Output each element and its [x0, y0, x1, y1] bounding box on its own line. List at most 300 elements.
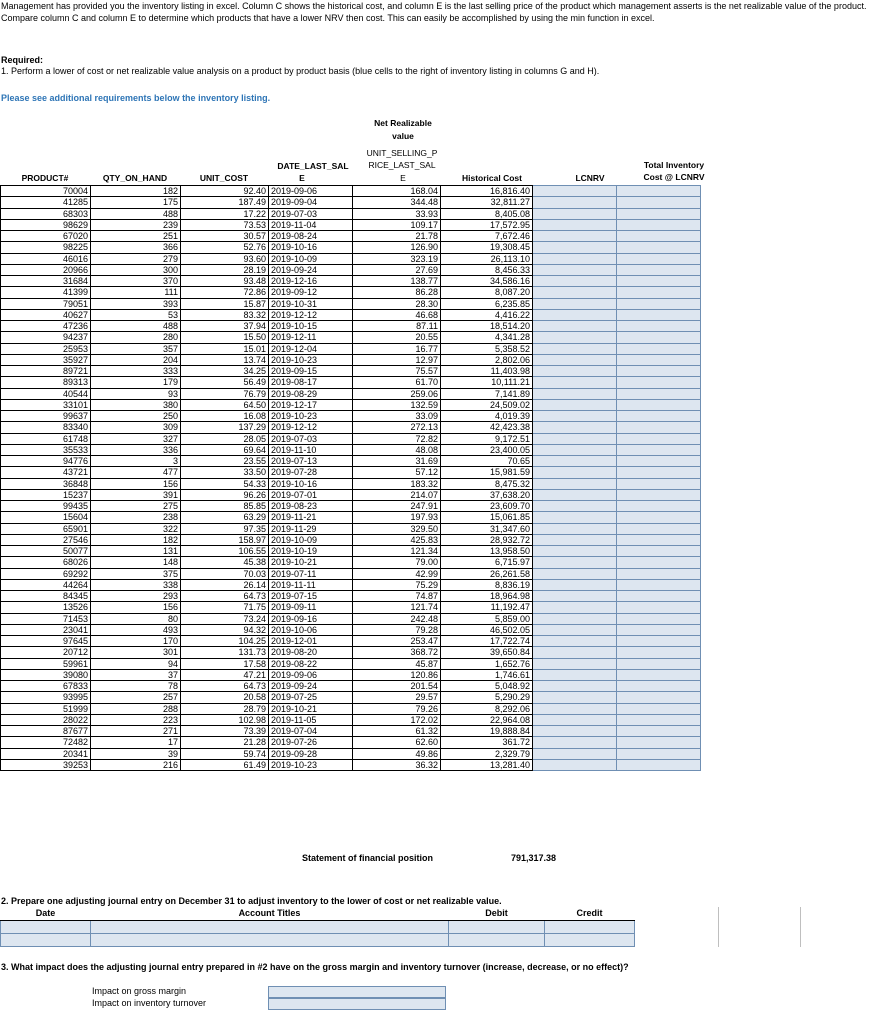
- unit-cost-cell: 76.79: [181, 388, 269, 399]
- total-lcnrv-input-cell[interactable]: [617, 658, 701, 669]
- total-lcnrv-input-cell[interactable]: [617, 681, 701, 692]
- date-cell: 2019-09-11: [269, 602, 353, 613]
- qty-cell: 488: [91, 321, 181, 332]
- table-row: [1, 366, 701, 377]
- nrv-cell: 121.74: [353, 602, 441, 613]
- lcnrv-input-cell[interactable]: [533, 433, 617, 444]
- question-3: 3. What impact does the adjusting journal entry prepared in #2 have on the gross margin and inventory turnover (increase, decrease, or no effect)?: [1, 962, 629, 972]
- product-cell: 33101: [1, 399, 91, 410]
- date-cell: 2019-09-12: [269, 287, 353, 298]
- unit-cost-cell: 92.40: [181, 186, 269, 197]
- unit-cost-cell: 23.55: [181, 456, 269, 467]
- unit-cost-cell: 70.03: [181, 568, 269, 579]
- lcnrv-input-cell[interactable]: [533, 568, 617, 579]
- historical-cost-cell: 4,019.39: [441, 411, 533, 422]
- total-lcnrv-input-cell[interactable]: [617, 264, 701, 275]
- product-cell: 68303: [1, 208, 91, 219]
- historical-cost-cell: 2,802.06: [441, 354, 533, 365]
- total-lcnrv-input-cell[interactable]: [617, 242, 701, 253]
- total-lcnrv-input-cell[interactable]: [617, 669, 701, 680]
- historical-cost-cell: 5,290.29: [441, 692, 533, 703]
- nrv-cell: 61.32: [353, 726, 441, 737]
- date-cell: 2019-10-31: [269, 298, 353, 309]
- total-lcnrv-input-cell[interactable]: [617, 726, 701, 737]
- date-cell: 2019-09-15: [269, 366, 353, 377]
- journal-entry-table: [0, 907, 635, 947]
- total-lcnrv-input-cell[interactable]: [617, 489, 701, 500]
- je-credit-cell-2[interactable]: [545, 933, 635, 946]
- grid-line: [800, 907, 801, 947]
- product-cell: 13526: [1, 602, 91, 613]
- lcnrv-input-cell[interactable]: [533, 748, 617, 759]
- table-row: [1, 647, 701, 658]
- qty-cell: 327: [91, 433, 181, 444]
- table-row: [1, 681, 701, 692]
- qty-cell: 238: [91, 512, 181, 523]
- product-cell: 72482: [1, 737, 91, 748]
- lcnrv-input-cell[interactable]: [533, 287, 617, 298]
- lcnrv-input-cell[interactable]: [533, 602, 617, 613]
- date-cell: 2019-11-21: [269, 512, 353, 523]
- grid-line: [718, 907, 719, 947]
- historical-cost-cell: 15,061.85: [441, 512, 533, 523]
- gross-margin-label: Impact on gross margin: [92, 986, 187, 996]
- product-cell: 36848: [1, 478, 91, 489]
- unit-cost-cell: 26.14: [181, 579, 269, 590]
- total-lcnrv-input-cell[interactable]: [617, 624, 701, 635]
- nrv-cell: 79.26: [353, 703, 441, 714]
- historical-cost-cell: 18,514.20: [441, 321, 533, 332]
- total-lcnrv-input-cell[interactable]: [617, 377, 701, 388]
- total-lcnrv-input-cell[interactable]: [617, 287, 701, 298]
- header-date-line2: E: [299, 173, 305, 183]
- product-cell: 31684: [1, 276, 91, 287]
- date-cell: 2019-09-24: [269, 681, 353, 692]
- table-row: [1, 208, 701, 219]
- nrv-cell: 49.86: [353, 748, 441, 759]
- lcnrv-input-cell[interactable]: [533, 332, 617, 343]
- date-cell: 2019-09-04: [269, 197, 353, 208]
- lcnrv-input-cell[interactable]: [533, 444, 617, 455]
- lcnrv-input-cell[interactable]: [533, 242, 617, 253]
- qty-cell: 148: [91, 557, 181, 568]
- total-lcnrv-input-cell[interactable]: [617, 636, 701, 647]
- total-historical-cost: 791,317.38: [511, 853, 557, 863]
- total-lcnrv-input-cell[interactable]: [617, 534, 701, 545]
- total-lcnrv-input-cell[interactable]: [617, 692, 701, 703]
- table-row: [1, 253, 701, 264]
- product-cell: 41399: [1, 287, 91, 298]
- unit-cost-cell: 131.73: [181, 647, 269, 658]
- qty-cell: 391: [91, 489, 181, 500]
- lcnrv-input-cell[interactable]: [533, 591, 617, 602]
- date-cell: 2019-11-29: [269, 523, 353, 534]
- je-debit-cell-1[interactable]: [449, 920, 545, 933]
- lcnrv-input-cell[interactable]: [533, 377, 617, 388]
- total-lcnrv-input-cell[interactable]: [617, 478, 701, 489]
- lcnrv-input-cell[interactable]: [533, 219, 617, 230]
- total-lcnrv-input-cell[interactable]: [617, 579, 701, 590]
- date-cell: 2019-10-09: [269, 253, 353, 264]
- date-cell: 2019-10-15: [269, 321, 353, 332]
- nrv-cell: 72.82: [353, 433, 441, 444]
- unit-cost-cell: 13.74: [181, 354, 269, 365]
- nrv-cell: 36.32: [353, 759, 441, 770]
- historical-cost-cell: 7,141.89: [441, 388, 533, 399]
- qty-cell: 366: [91, 242, 181, 253]
- unit-cost-cell: 72.86: [181, 287, 269, 298]
- lcnrv-input-cell[interactable]: [533, 726, 617, 737]
- header-total-line2: Cost @ LCNRV: [643, 172, 705, 182]
- date-cell: 2019-11-11: [269, 579, 353, 590]
- lcnrv-input-cell[interactable]: [533, 467, 617, 478]
- product-cell: 50077: [1, 546, 91, 557]
- historical-cost-cell: 15,981.59: [441, 467, 533, 478]
- nrv-cell: 329.50: [353, 523, 441, 534]
- lcnrv-input-cell[interactable]: [533, 456, 617, 467]
- table-row: [1, 377, 701, 388]
- lcnrv-input-cell[interactable]: [533, 624, 617, 635]
- qty-cell: 271: [91, 726, 181, 737]
- historical-cost-cell: 37,638.20: [441, 489, 533, 500]
- table-row: [1, 512, 701, 523]
- total-lcnrv-input-cell[interactable]: [617, 444, 701, 455]
- table-row: [1, 411, 701, 422]
- je-debit-cell-2[interactable]: [449, 933, 545, 946]
- date-cell: 2019-07-03: [269, 208, 353, 219]
- total-lcnrv-input-cell[interactable]: [617, 208, 701, 219]
- total-lcnrv-input-cell[interactable]: [617, 647, 701, 658]
- header-date-line1: DATE_LAST_SAL: [277, 161, 349, 171]
- qty-cell: 111: [91, 287, 181, 298]
- turnover-label: Impact on inventory turnover: [92, 998, 207, 1008]
- historical-cost-cell: 34,586.16: [441, 276, 533, 287]
- total-lcnrv-input-cell[interactable]: [617, 748, 701, 759]
- lcnrv-input-cell[interactable]: [533, 309, 617, 320]
- see-more-note: Please see additional requirements below the inventory listing.: [1, 93, 271, 103]
- unit-cost-cell: 102.98: [181, 714, 269, 725]
- product-cell: 67020: [1, 231, 91, 242]
- total-lcnrv-input-cell[interactable]: [617, 276, 701, 287]
- date-cell: 2019-08-20: [269, 647, 353, 658]
- header-historical-cost: Historical Cost: [462, 173, 522, 183]
- nrv-cell: 121.34: [353, 546, 441, 557]
- product-cell: 15237: [1, 489, 91, 500]
- product-cell: 44264: [1, 579, 91, 590]
- qty-cell: 204: [91, 354, 181, 365]
- qty-cell: 357: [91, 343, 181, 354]
- table-row: [1, 422, 701, 433]
- lcnrv-input-cell[interactable]: [533, 231, 617, 242]
- je-header-credit: Credit: [545, 907, 635, 920]
- total-lcnrv-input-cell[interactable]: [617, 422, 701, 433]
- header-product: PRODUCT#: [21, 173, 69, 183]
- nrv-cell: 259.06: [353, 388, 441, 399]
- total-lcnrv-input-cell[interactable]: [617, 309, 701, 320]
- total-lcnrv-input-cell[interactable]: [617, 714, 701, 725]
- total-lcnrv-input-cell[interactable]: [617, 467, 701, 478]
- total-lcnrv-input-cell[interactable]: [617, 557, 701, 568]
- table-row: [1, 602, 701, 613]
- table-row: [1, 276, 701, 287]
- total-lcnrv-input-cell[interactable]: [617, 737, 701, 748]
- lcnrv-input-cell[interactable]: [533, 388, 617, 399]
- historical-cost-cell: 17,572.95: [441, 219, 533, 230]
- product-cell: 46016: [1, 253, 91, 264]
- unit-cost-cell: 93.60: [181, 253, 269, 264]
- total-lcnrv-input-cell[interactable]: [617, 231, 701, 242]
- header-unit-cost: UNIT_COST: [199, 173, 249, 183]
- lcnrv-input-cell[interactable]: [533, 501, 617, 512]
- qty-cell: 250: [91, 411, 181, 422]
- lcnrv-input-cell[interactable]: [533, 512, 617, 523]
- historical-cost-cell: 46,502.05: [441, 624, 533, 635]
- lcnrv-input-cell[interactable]: [533, 523, 617, 534]
- total-lcnrv-input-cell[interactable]: [617, 568, 701, 579]
- lcnrv-input-cell[interactable]: [533, 703, 617, 714]
- table-row: [1, 613, 701, 624]
- qty-cell: 80: [91, 613, 181, 624]
- lcnrv-input-cell[interactable]: [533, 366, 617, 377]
- historical-cost-cell: 22,964.08: [441, 714, 533, 725]
- lcnrv-input-cell[interactable]: [533, 759, 617, 770]
- nrv-cell: 75.29: [353, 579, 441, 590]
- gross-margin-input[interactable]: [268, 986, 446, 998]
- table-row: [1, 624, 701, 635]
- product-cell: 40627: [1, 309, 91, 320]
- date-cell: 2019-11-05: [269, 714, 353, 725]
- table-row: [1, 591, 701, 602]
- nrv-cell: 27.69: [353, 264, 441, 275]
- unit-cost-cell: 94.32: [181, 624, 269, 635]
- historical-cost-cell: 6,715.97: [441, 557, 533, 568]
- total-lcnrv-input-cell[interactable]: [617, 399, 701, 410]
- historical-cost-cell: 42,423.38: [441, 422, 533, 433]
- total-lcnrv-input-cell[interactable]: [617, 332, 701, 343]
- total-lcnrv-input-cell[interactable]: [617, 613, 701, 624]
- lcnrv-input-cell[interactable]: [533, 478, 617, 489]
- total-lcnrv-input-cell[interactable]: [617, 197, 701, 208]
- total-lcnrv-input-cell[interactable]: [617, 298, 701, 309]
- lcnrv-input-cell[interactable]: [533, 737, 617, 748]
- lcnrv-input-cell[interactable]: [533, 658, 617, 669]
- table-row: [1, 478, 701, 489]
- total-lcnrv-input-cell[interactable]: [617, 602, 701, 613]
- qty-cell: 380: [91, 399, 181, 410]
- date-cell: 2019-12-16: [269, 276, 353, 287]
- nrv-cell: 46.68: [353, 309, 441, 320]
- unit-cost-cell: 52.76: [181, 242, 269, 253]
- lcnrv-input-cell[interactable]: [533, 579, 617, 590]
- total-lcnrv-input-cell[interactable]: [617, 546, 701, 557]
- lcnrv-input-cell[interactable]: [533, 197, 617, 208]
- lcnrv-input-cell[interactable]: [533, 647, 617, 658]
- date-cell: 2019-09-28: [269, 748, 353, 759]
- header-nrv-line2: value: [392, 131, 414, 141]
- historical-cost-cell: 1,652.76: [441, 658, 533, 669]
- total-lcnrv-input-cell[interactable]: [617, 219, 701, 230]
- historical-cost-cell: 31,347.60: [441, 523, 533, 534]
- date-cell: 2019-12-04: [269, 343, 353, 354]
- date-cell: 2019-07-26: [269, 737, 353, 748]
- total-lcnrv-input-cell[interactable]: [617, 456, 701, 467]
- historical-cost-cell: 361.72: [441, 737, 533, 748]
- lcnrv-input-cell[interactable]: [533, 208, 617, 219]
- table-row: [1, 737, 701, 748]
- total-lcnrv-input-cell[interactable]: [617, 501, 701, 512]
- date-cell: 2019-11-04: [269, 219, 353, 230]
- qty-cell: 370: [91, 276, 181, 287]
- lcnrv-input-cell[interactable]: [533, 321, 617, 332]
- total-lcnrv-input-cell[interactable]: [617, 354, 701, 365]
- unit-cost-cell: 137.29: [181, 422, 269, 433]
- total-lcnrv-input-cell[interactable]: [617, 411, 701, 422]
- unit-cost-cell: 64.73: [181, 591, 269, 602]
- table-row: [1, 309, 701, 320]
- qty-cell: 493: [91, 624, 181, 635]
- total-lcnrv-input-cell[interactable]: [617, 759, 701, 770]
- qty-cell: 322: [91, 523, 181, 534]
- requirement-1: 1. Perform a lower of cost or net realizable value analysis on a product by product basis (blue cells to the right of inventory listing in columns G and H).: [1, 66, 600, 76]
- date-cell: 2019-10-09: [269, 534, 353, 545]
- lcnrv-input-cell[interactable]: [533, 534, 617, 545]
- table-row: [1, 287, 701, 298]
- je-account-cell-1[interactable]: [91, 920, 449, 933]
- lcnrv-input-cell[interactable]: [533, 298, 617, 309]
- unit-cost-cell: 85.85: [181, 501, 269, 512]
- lcnrv-input-cell[interactable]: [533, 692, 617, 703]
- lcnrv-input-cell[interactable]: [533, 411, 617, 422]
- historical-cost-cell: 16,816.40: [441, 186, 533, 197]
- historical-cost-cell: 26,261.58: [441, 568, 533, 579]
- historical-cost-cell: 23,400.05: [441, 444, 533, 455]
- je-header-debit: Debit: [449, 907, 545, 920]
- total-lcnrv-input-cell[interactable]: [617, 703, 701, 714]
- date-cell: 2019-09-16: [269, 613, 353, 624]
- lcnrv-input-cell[interactable]: [533, 354, 617, 365]
- unit-cost-cell: 15.01: [181, 343, 269, 354]
- unit-cost-cell: 17.58: [181, 658, 269, 669]
- lcnrv-input-cell[interactable]: [533, 714, 617, 725]
- qty-cell: 179: [91, 377, 181, 388]
- table-row: [1, 343, 701, 354]
- unit-cost-cell: 21.28: [181, 737, 269, 748]
- table-row: [1, 197, 701, 208]
- total-lcnrv-input-cell[interactable]: [617, 388, 701, 399]
- unit-cost-cell: 158.97: [181, 534, 269, 545]
- je-date-cell-2[interactable]: [1, 933, 91, 946]
- lcnrv-input-cell[interactable]: [533, 489, 617, 500]
- lcnrv-input-cell[interactable]: [533, 264, 617, 275]
- table-row: [1, 298, 701, 309]
- nrv-cell: 79.00: [353, 557, 441, 568]
- lcnrv-input-cell[interactable]: [533, 253, 617, 264]
- qty-cell: 37: [91, 669, 181, 680]
- qty-cell: 182: [91, 534, 181, 545]
- historical-cost-cell: 1,746.61: [441, 669, 533, 680]
- lcnrv-input-cell[interactable]: [533, 636, 617, 647]
- historical-cost-cell: 9,172.51: [441, 433, 533, 444]
- product-cell: 93995: [1, 692, 91, 703]
- turnover-input[interactable]: [268, 998, 446, 1010]
- lcnrv-input-cell[interactable]: [533, 422, 617, 433]
- je-account-cell-2[interactable]: [91, 933, 449, 946]
- product-cell: 25953: [1, 343, 91, 354]
- total-lcnrv-input-cell[interactable]: [617, 321, 701, 332]
- table-row: [1, 568, 701, 579]
- qty-cell: 3: [91, 456, 181, 467]
- total-lcnrv-input-cell[interactable]: [617, 523, 701, 534]
- total-lcnrv-input-cell[interactable]: [617, 512, 701, 523]
- lcnrv-input-cell[interactable]: [533, 343, 617, 354]
- product-cell: 27546: [1, 534, 91, 545]
- lcnrv-input-cell[interactable]: [533, 546, 617, 557]
- header-qty: QTY_ON_HAND: [102, 173, 168, 183]
- nrv-cell: 16.77: [353, 343, 441, 354]
- total-lcnrv-input-cell[interactable]: [617, 433, 701, 444]
- date-cell: 2019-12-01: [269, 636, 353, 647]
- total-lcnrv-input-cell[interactable]: [617, 186, 701, 197]
- qty-cell: 279: [91, 253, 181, 264]
- total-lcnrv-input-cell[interactable]: [617, 366, 701, 377]
- unit-cost-cell: 97.35: [181, 523, 269, 534]
- historical-cost-cell: 8,475.32: [441, 478, 533, 489]
- lcnrv-input-cell[interactable]: [533, 613, 617, 624]
- date-cell: 2019-07-13: [269, 456, 353, 467]
- lcnrv-input-cell[interactable]: [533, 186, 617, 197]
- nrv-cell: 323.19: [353, 253, 441, 264]
- nrv-cell: 45.87: [353, 658, 441, 669]
- product-cell: 70004: [1, 186, 91, 197]
- historical-cost-cell: 8,292.06: [441, 703, 533, 714]
- table-row: [1, 726, 701, 737]
- nrv-cell: 48.08: [353, 444, 441, 455]
- qty-cell: 280: [91, 332, 181, 343]
- lcnrv-input-cell[interactable]: [533, 557, 617, 568]
- table-row: [1, 444, 701, 455]
- lcnrv-input-cell[interactable]: [533, 681, 617, 692]
- table-row: [1, 264, 701, 275]
- product-cell: 79051: [1, 298, 91, 309]
- nrv-cell: 168.04: [353, 186, 441, 197]
- lcnrv-input-cell[interactable]: [533, 276, 617, 287]
- unit-cost-cell: 20.58: [181, 692, 269, 703]
- qty-cell: 156: [91, 602, 181, 613]
- historical-cost-cell: 17,722.74: [441, 636, 533, 647]
- unit-cost-cell: 73.39: [181, 726, 269, 737]
- qty-cell: 223: [91, 714, 181, 725]
- total-lcnrv-input-cell[interactable]: [617, 343, 701, 354]
- inventory-table: [0, 185, 701, 771]
- qty-cell: 93: [91, 388, 181, 399]
- product-cell: 23041: [1, 624, 91, 635]
- total-lcnrv-input-cell[interactable]: [617, 253, 701, 264]
- nrv-cell: 87.11: [353, 321, 441, 332]
- table-row: [1, 703, 701, 714]
- lcnrv-input-cell[interactable]: [533, 399, 617, 410]
- nrv-cell: 253.47: [353, 636, 441, 647]
- table-row: [1, 636, 701, 647]
- je-date-cell-1[interactable]: [1, 920, 91, 933]
- lcnrv-input-cell[interactable]: [533, 669, 617, 680]
- table-row: [1, 186, 701, 197]
- product-cell: 68026: [1, 557, 91, 568]
- qty-cell: 78: [91, 681, 181, 692]
- je-credit-cell-1[interactable]: [545, 920, 635, 933]
- total-lcnrv-input-cell[interactable]: [617, 591, 701, 602]
- date-cell: 2019-08-29: [269, 388, 353, 399]
- table-row: [1, 658, 701, 669]
